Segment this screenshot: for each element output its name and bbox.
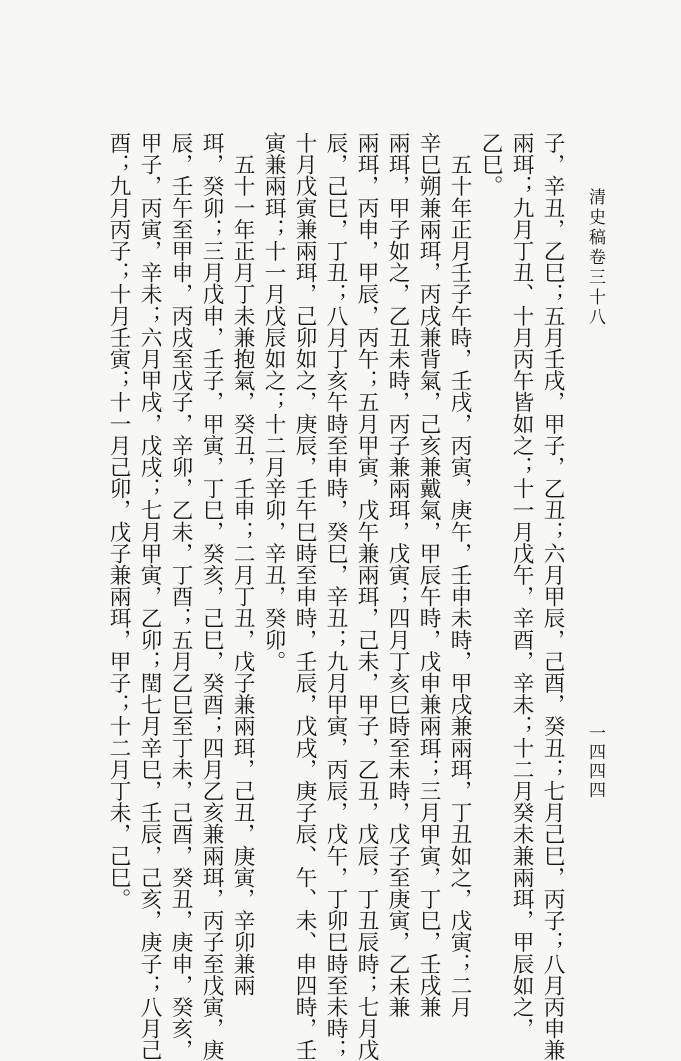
text-column: 辰，壬午至甲申，丙戌至戊子，辛卯，乙未，丁酉；五月乙巳至丁未，己酉，癸丑，庚申，癸亥， <box>168 132 193 1061</box>
text-column: 子，辛丑，乙巳；五月壬戌，甲子，乙丑；六月甲辰，己酉，癸丑；七月己巳，丙子；八月丙申兼 <box>540 132 565 1061</box>
text-column: 兩珥，丙申，甲辰，丙午；五月甲寅，戊午兼兩珥，己未，甲子，乙丑，戊辰，丁丑辰時；七月戊 <box>354 132 379 1061</box>
text-column: 五十年正月壬子午時，壬戌，丙寅，庚午，壬申未時，甲戌兼兩珥，丁丑如之，戊寅；二月 <box>447 132 472 1018</box>
running-header: 清史稿卷三十八 <box>585 188 605 328</box>
page-number: 一四四四 <box>585 724 605 800</box>
text-column: 兩珥，甲子如之，乙丑未時，丙子兼兩珥，戊寅；四月丁亥巳時至未時，戊子至庚寅，乙未兼 <box>385 132 410 1018</box>
text-column: 乙巳。 <box>478 132 503 197</box>
text-column: 五十一年正月丁未兼抱氣，癸丑，壬申；二月丁丑，戊子兼兩珥，己丑，庚寅，辛卯兼兩 <box>230 132 255 996</box>
text-column: 酉；九月丙子；十月壬寅；十一月己卯，戊子兼兩珥，甲子；十二月丁未，己巳。 <box>106 132 131 910</box>
text-column: 珥，癸卯；三月戊申，壬子，甲寅，丁巳，癸亥，己巳，癸酉；四月乙亥兼兩珥，丙子至戊寅，庚 <box>199 132 224 1061</box>
text-column: 十月戊寅兼兩珥，己卯如之，庚辰，壬午巳時至申時，壬辰，戊戌，庚子辰、午、未、申四時，壬 <box>292 132 317 1061</box>
text-column: 寅兼兩珥；十一月戊辰如之；十二月辛卯，辛丑，癸卯。 <box>261 132 286 672</box>
text-column: 甲子，丙寅，辛未；六月甲戌，戊戌；七月甲寅，乙卯；閏七月辛巳，壬辰，己亥，庚子；八月己 <box>137 132 162 1061</box>
text-column: 辛巳朔兼兩珥，丙戌兼背氣，己亥兼戴氣，甲辰午時，戊申兼兩珥；三月甲寅，丁巳，壬戌兼 <box>416 132 441 1018</box>
text-column: 兩珥；九月丁丑、十月丙午皆如之；十一月戊午，辛酉，辛未；十二月癸未兼兩珥，甲辰如之， <box>509 132 534 1040</box>
text-column: 辰，己巳，丁丑；八月丁亥午時至申時，癸巳，辛丑；九月甲寅，丙辰，戊午，丁卯巳時至未時； <box>323 132 348 1061</box>
